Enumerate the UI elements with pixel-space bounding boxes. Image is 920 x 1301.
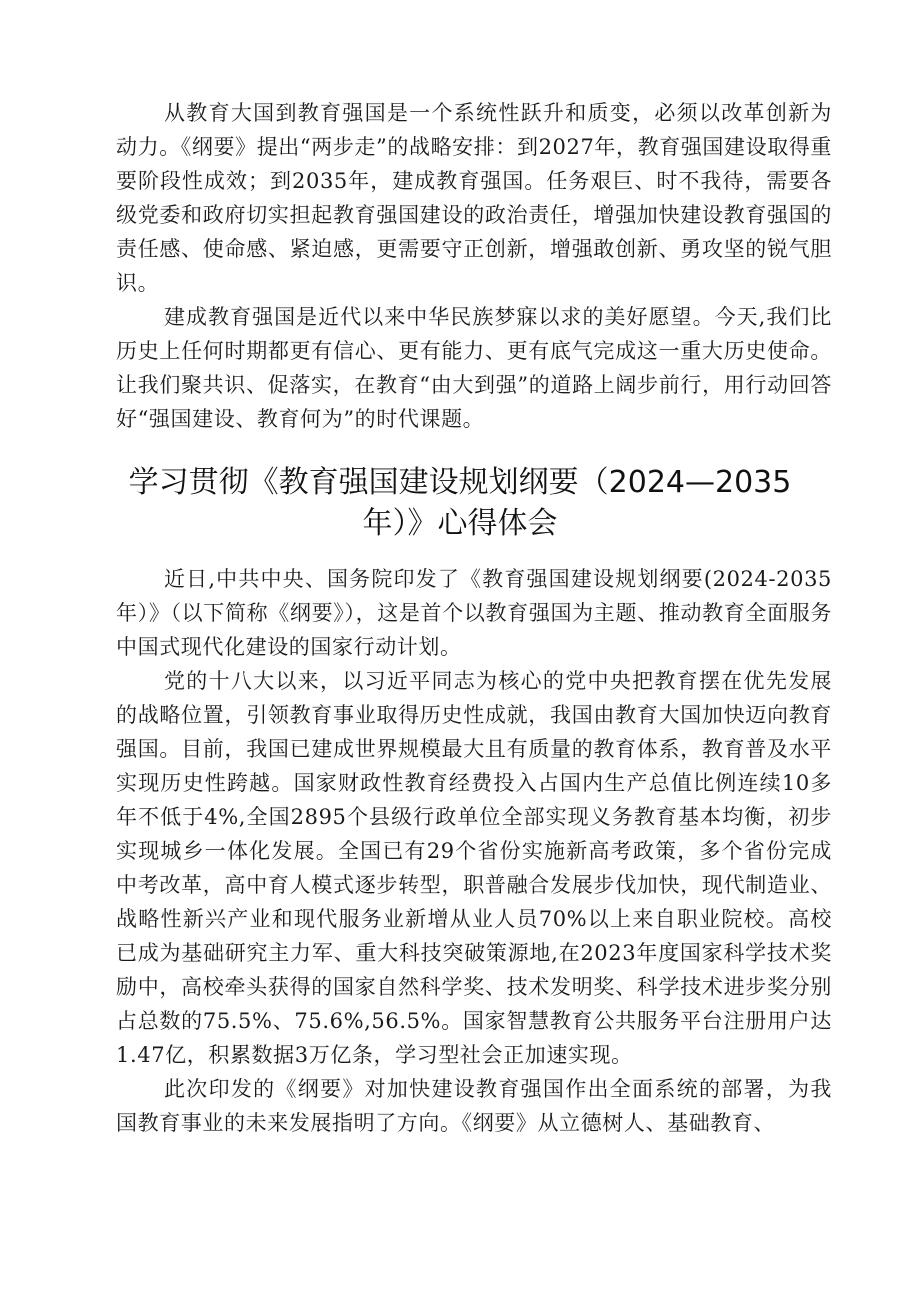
body-paragraph: 此次印发的《纲要》对加快建设教育强国作出全面系统的部署，为我国教育事业的未来发展指明了方向。《纲要》从立德树人、基础教育、 xyxy=(116,1077,832,1135)
article-title: 学习贯彻《教育强国建设规划纲要（2024—2035年）》心得体会 xyxy=(128,465,792,541)
previous-article-body xyxy=(116,96,832,436)
article-body xyxy=(116,562,832,1140)
body-paragraph: 建成教育强国是近代以来中华民族梦寐以求的美好愿望。今天,我们比历史上任何时期都更有信心、更有能力、更有底气完成这一重大历史使命。让我们聚共识、促落实，在教育“由大到强”的道路上阔步前行，用行动回答好“强国建设、教育何为”的时代课题。 xyxy=(116,305,832,431)
body-paragraph: 从教育大国到教育强国是一个系统性跃升和质变，必须以改革创新为动力。《纲要》提出“两步走”的战略安排：到2027年，教育强国建设取得重要阶段性成效；到2035年，建成教育强国。任务艰巨、时不我待，需要各级党委和政府切实担起教育强国建设的政治责任，增强加快建设教育强国的责任感、使命感、紧迫感，更需要守正创新，增强敢创新、勇攻坚的锐气胆识。 xyxy=(116,101,833,295)
body-paragraph: 近日,中共中央、国务院印发了《教育强国建设规划纲要(2024-2035年）》（以下简称《纲要》），这是首个以教育强国为主题、推动教育全面服务中国式现代化建设的国家行动计划。 xyxy=(116,567,832,659)
body-paragraph: 党的十八大以来，以习近平同志为核心的党中央把教育摆在优先发展的战略位置，引领教育事业取得历史性成就，我国由教育大国加快迈向教育强国。目前，我国已建成世界规模最大且有质量的教育体系，教育普及水平实现历史性跨越。国家财政性教育经费投入占国内生产总值比例连续10多年不低于4%,全国2895个县级行政单位全部实现义务教育基本均衡，初步实现城乡一体化发展。全国已有29个省份实施新高考政策，多个省份完成中考改革，高中育人模式逐步转型，职普融合发展步伐加快，现代制造业、战略性新兴产业和现代服务业新增从业人员70%以上来自职业院校。高校已成为基础研究主力军、重大科技突破策源地,在2023年度国家科学技术奖励中，高校牵头获得的国家自然科学奖、技术发明奖、科学技术进步奖分别占总数的75.5%、75.6%,56.5%。国家智慧教育公共服务平台注册用户达1.47亿，积累数据3万亿条，学习型社会正加速实现。 xyxy=(116,669,832,1067)
